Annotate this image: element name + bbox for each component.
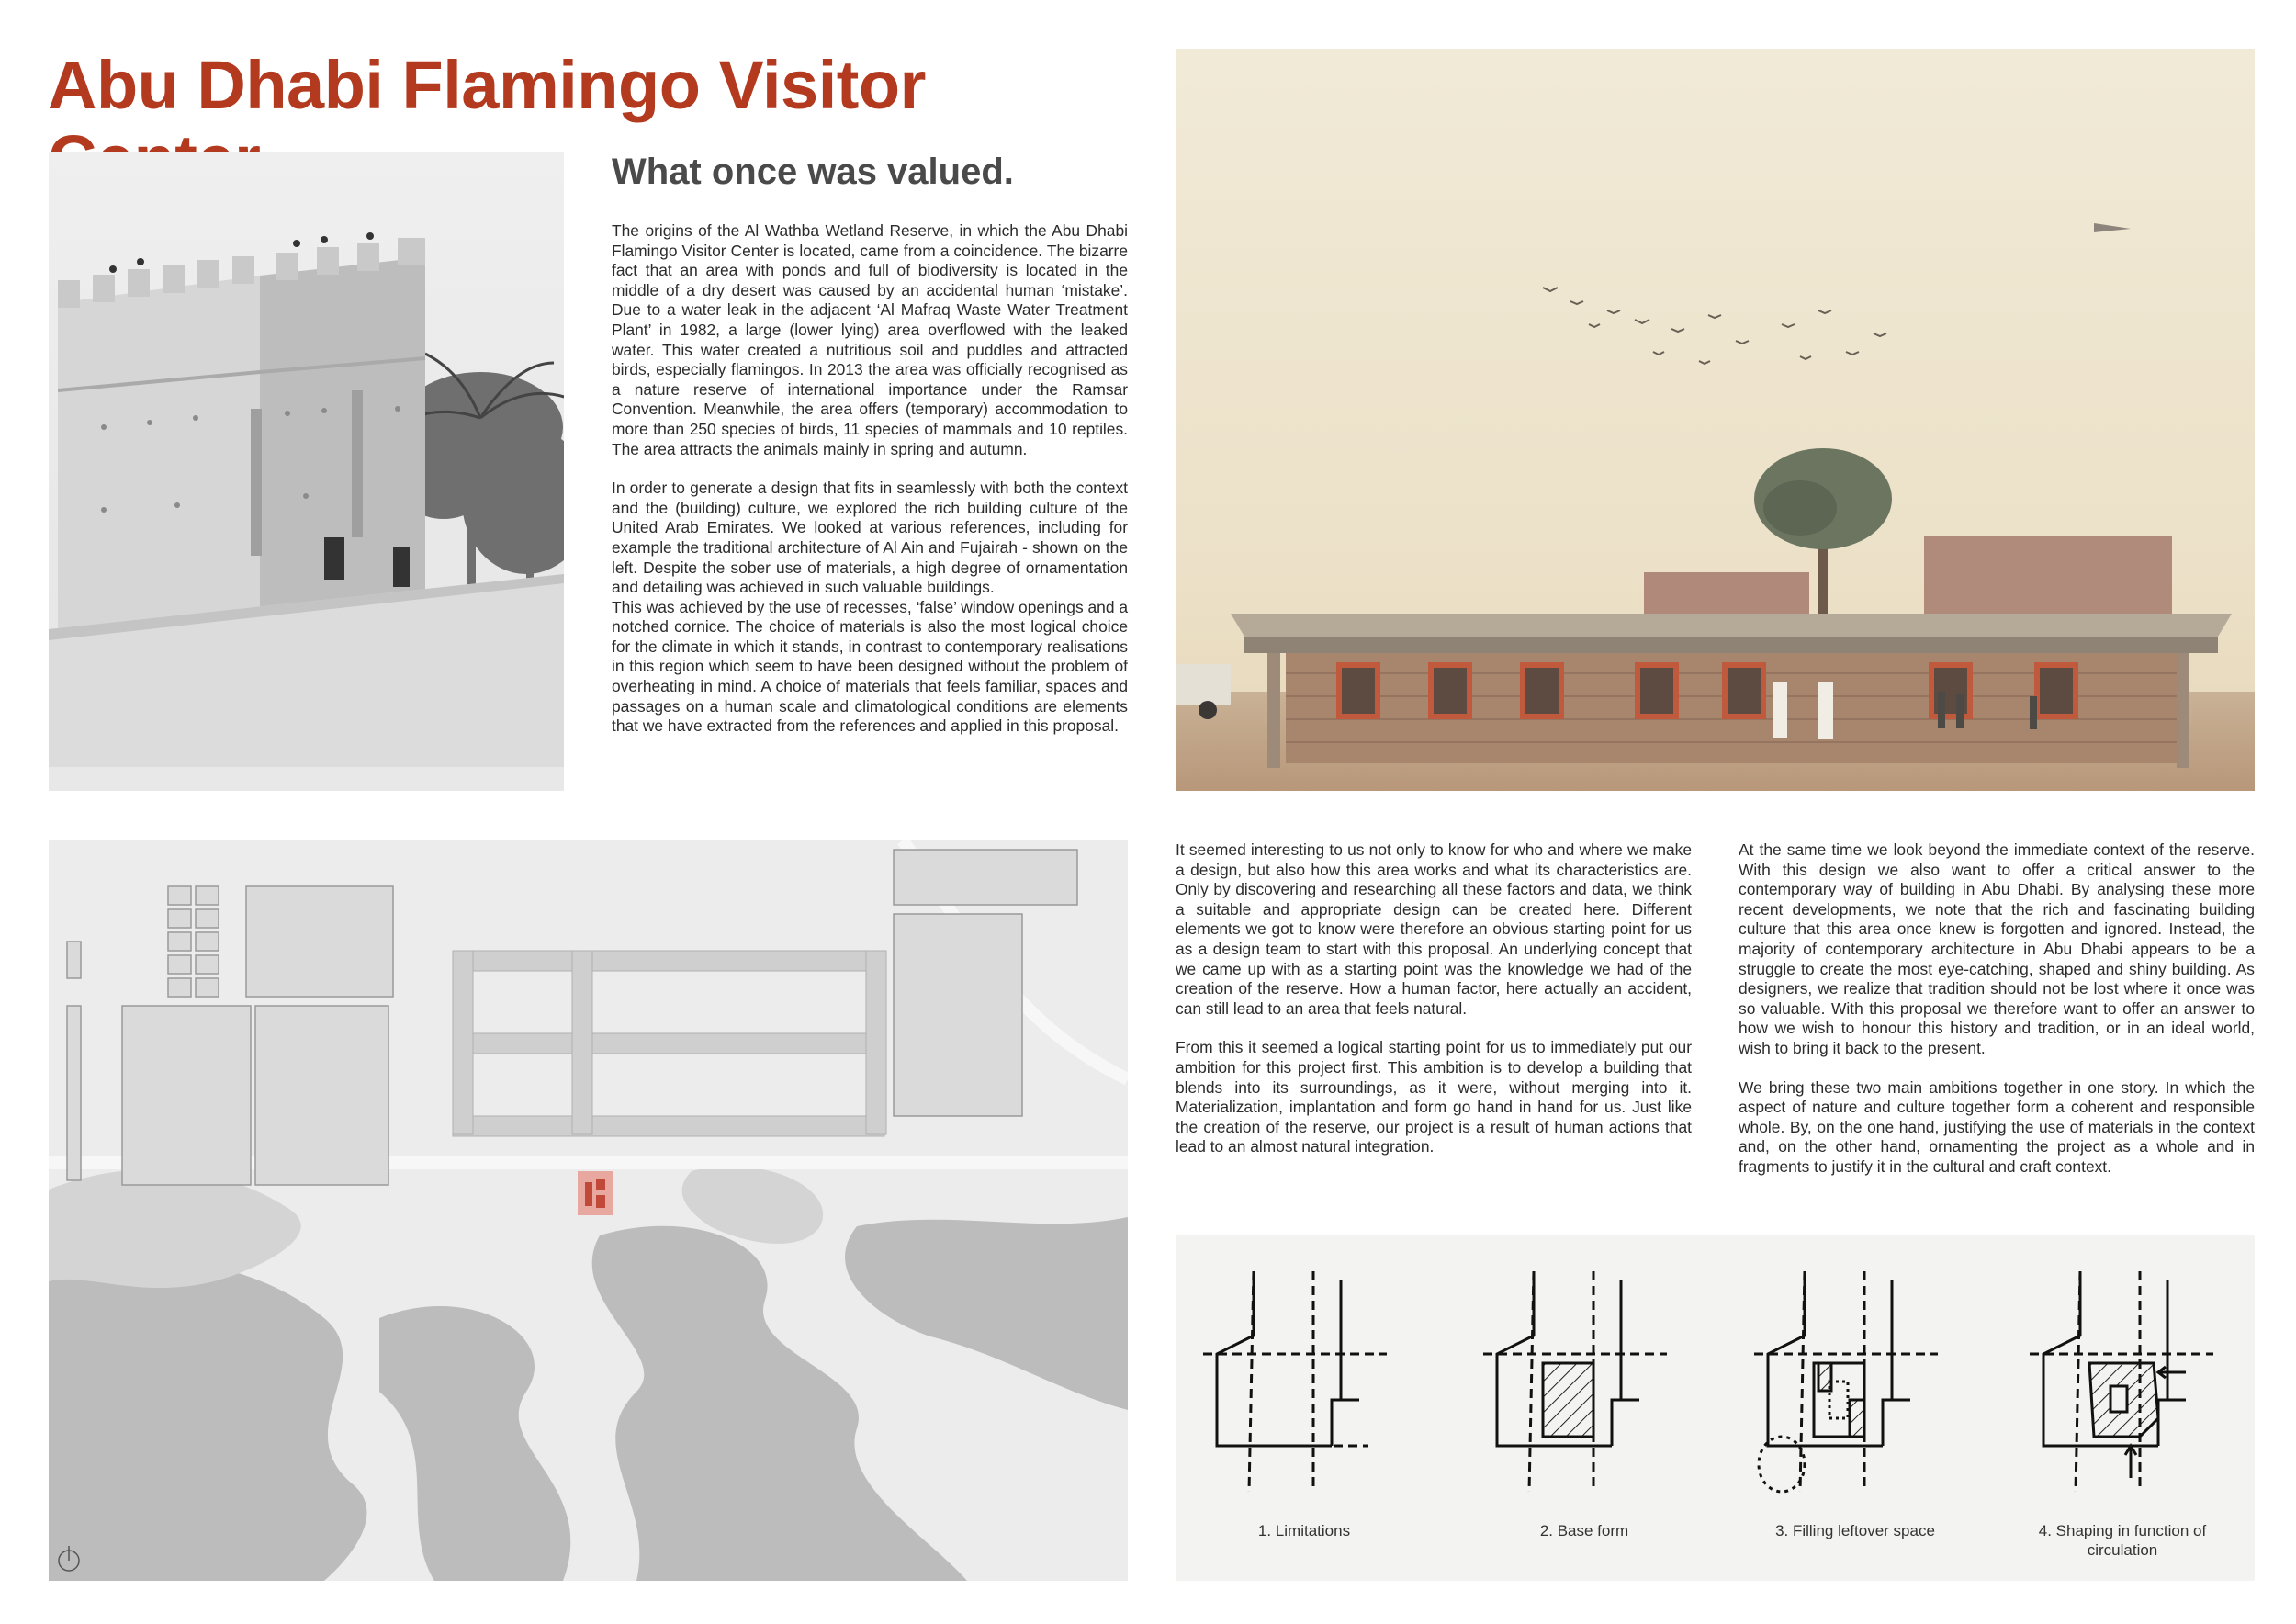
diagram-limitations — [1203, 1271, 1387, 1492]
caption-limitations: 1. Limitations — [1257, 1522, 1351, 1539]
text-column-1 — [1176, 840, 1692, 1177]
section-subtitle: What once was valued. — [612, 152, 1014, 192]
diagram-filling-leftover-space — [1754, 1271, 1938, 1492]
caption-base-form: 2. Base form — [1539, 1522, 1629, 1539]
column2-paragraph-1: At the same time we look beyond the immediate context of the reserve. With this design we also want to offer a critical answer to the contemporary way of building in Abu Dhabi. By analysing these more recent developments, we note that the rich and fascinating building culture that this area once knew is forgotten and ignored. Instead, the majority of contemporary architecture in Abu Dhabi appears to be a struggle to create the most eye-catching, shaped and shiny building. As designers, we realize that tradition should not be lost where it once was so valuable. With this proposal we therefore want to offer an answer to how we wish to honour this history and tradition, or in an ideal world, wish to bring it back to the present. — [1739, 840, 2255, 1057]
intro-text — [612, 221, 1128, 756]
intro-paragraph-3: This was achieved by the use of recesses, ‘false’ window openings and a notched cornice. The choice of materials is also the most logical choice for the climate in which it stands, in contrast to contemporary realisations in this region which seem to have been designed without the problem of overheating in mind. A choice of materials that feels familiar, spaces and passages on a human scale and climatological conditions are elements that we have extracted from the references and applied in this proposal. — [612, 597, 1128, 736]
caption-filling-leftover-space: 3. Filling leftover space — [1775, 1522, 1935, 1539]
text-column-2 — [1739, 840, 2255, 1197]
column1-paragraph-2: From this it seemed a logical starting point for us to immediately put our ambition for this project first. This ambition is to develop a building that blends into its surroundings, as it were, without merging into it. Materialization, implantation and form go hand in hand for us. Just like the creation of the reserve, our project is a result of human actions that lead to an almost natural integration. — [1176, 1038, 1692, 1156]
intro-paragraph-1: The origins of the Al Wathba Wetland Reserve, in which the Abu Dhabi Flamingo Visitor Center is located, came from a coincidence. The bizarre fact that an area with ponds and full of biodiversity is located in the middle of a dry desert was caused by an accidental human ‘mistake’. Due to a water leak in the adjacent ‘Al Mafraq Waste Water Treatment Plant’ in 1982, a large (lower lying) area overflowed with the leaked water. This water created a nutritious soil and puddles and attracted birds, especially flamingos. In 2013 the area was officially recognised as a nature reserve of international importance under the Ramsar Convention. Meanwhile, the area offers (temporary) accommodation to more than 250 species of birds, 11 species of mammals and 10 reptiles. The area attracts the animals mainly in spring and autumn. — [612, 221, 1128, 458]
fort-reference-photo — [49, 152, 564, 791]
caption-shaping-circulation: 4. Shaping in function of circulation — [2038, 1522, 2207, 1559]
building-render — [1176, 49, 2255, 791]
page-title: Abu Dhabi Flamingo Visitor — [48, 47, 926, 123]
concept-diagrams — [1176, 1235, 2255, 1581]
diagram-base-form — [1483, 1271, 1667, 1492]
diagram-shaping-circulation — [2030, 1271, 2213, 1492]
site-plan — [49, 840, 1128, 1581]
column2-paragraph-2: We bring these two main ambitions together in one story. In which the aspect of nature and culture together form a coherent and responsible whole. By, on the one hand, justifying the use of materials in the context and, on the other hand, ornamenting the project as a whole and in fragments to justify it in the cultural and craft context. — [1739, 1077, 2255, 1176]
column1-paragraph-1: It seemed interesting to us not only to know for who and where we make a design, but also how this area works and what its characteristics are. Only by discovering and researching all these factors and data, we think a suitable and appropriate design can be created here. Different elements we got to know were therefore an obvious starting point for us as a design team to start with this proposal. An underlying concept that we came up with as a starting point was the knowledge we had of the creation of the reserve. How a human factor, here actually an accident, can still lead to an area that feels natural. — [1176, 840, 1692, 1018]
intro-paragraph-2: In order to generate a design that fits in seamlessly with both the context and the (building) culture, we explored the rich building culture of the United Arab Emirates. We looked at various references, including for example the traditional architecture of Al Ain and Fujairah - shown on the left. Despite the sober use of materials, a high degree of ornamentation and detailing was achieved in such valuable buildings. — [612, 479, 1128, 597]
